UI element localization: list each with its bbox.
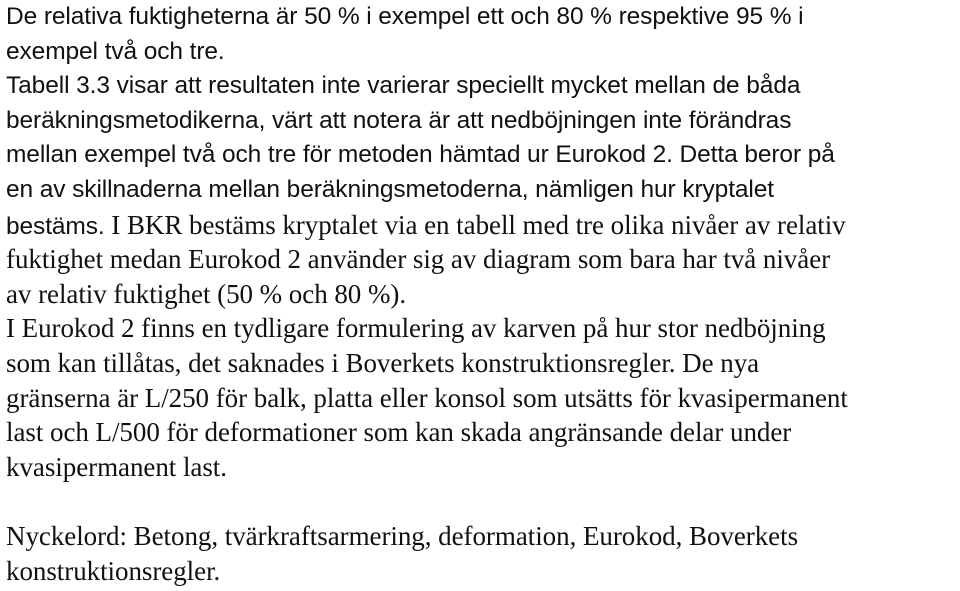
text-line: Tabell 3.3 visar att resultaten inte varierar speciellt mycket mellan de båda — [6, 72, 801, 100]
paragraph-gap — [6, 484, 958, 519]
text-line: av relativ fuktighet (50 % och 80 %). — [6, 278, 407, 309]
text-line: kvasipermanent last. — [6, 451, 227, 482]
text-line: fuktighet medan Eurokod 2 använder sig av diagram som bara har två nivåer — [6, 244, 831, 275]
text-line: som kan tillåtas, det saknades i Boverkets konstruktionsregler. De nya — [6, 347, 760, 378]
text-line: beräkningsmetodikerna, värt att notera är att nedböjningen inte förändras — [6, 106, 792, 134]
mixed-font-line — [6, 208, 958, 243]
keywords-line: konstruktionsregler. — [6, 555, 221, 586]
text-line: gränserna är L/250 för balk, platta eller konsol som utsätts för kvasipermanent — [6, 382, 848, 413]
text-line: last och L/500 för deformationer som kan skada angränsande delar under — [6, 417, 792, 448]
text-line: I Eurokod 2 finns en tydligare formulering av karven på hur stor nedböjning — [6, 313, 826, 344]
keywords-line: Nyckelord: Betong, tvärkraftsarmering, deformation, Eurokod, Boverkets — [6, 520, 799, 551]
document-body — [6, 0, 958, 588]
text-line-sans-part: bestäms. — [6, 212, 105, 240]
text-line-serif-part: I BKR bestäms kryptalet via en tabell med tre olika nivåer av relativ — [104, 209, 846, 240]
text-line: exempel två och tre. — [6, 37, 225, 65]
text-line: en av skillnaderna mellan beräkningsmetoderna, nämligen hur kryptalet — [6, 175, 775, 203]
text-line: De relativa fuktigheterna är 50 % i exempel ett och 80 % respektive 95 % i — [6, 3, 804, 30]
text-line: mellan exempel två och tre för metoden hämtad ur Eurokod 2. Detta beror på — [6, 141, 835, 169]
